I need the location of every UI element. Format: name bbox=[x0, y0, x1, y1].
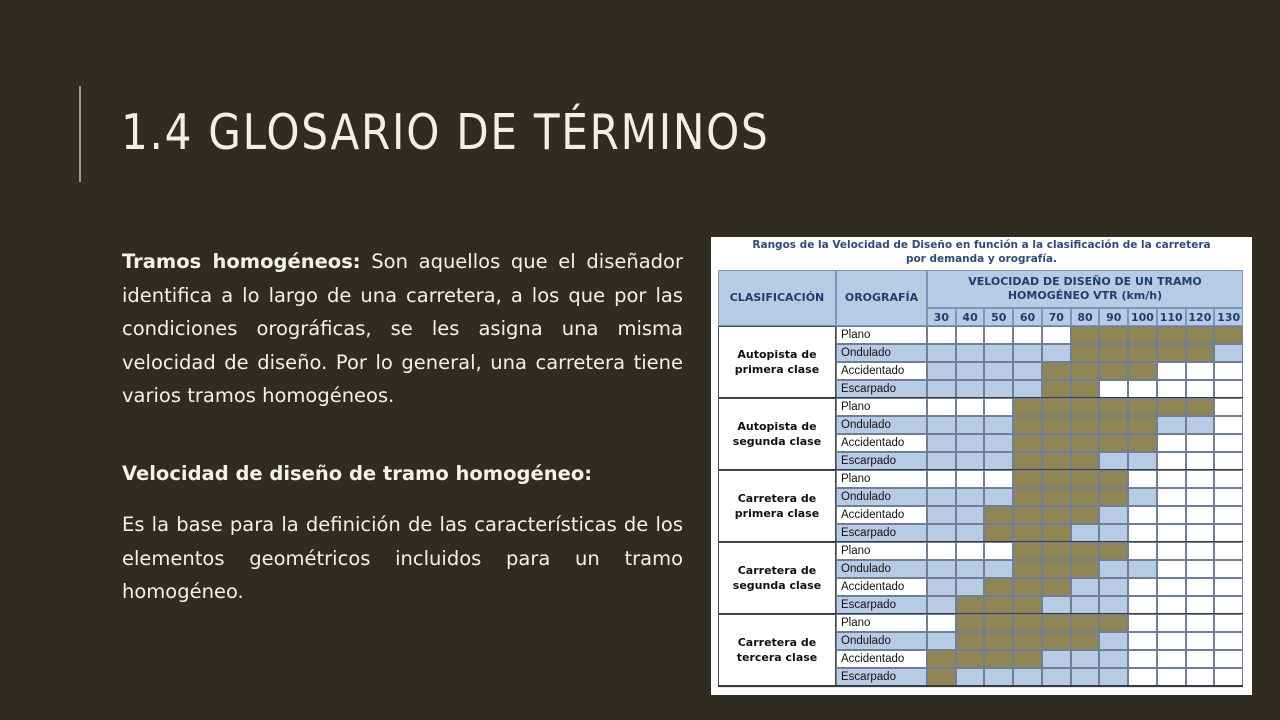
speed-cell bbox=[1042, 344, 1071, 362]
speed-header-120: 120 bbox=[1186, 308, 1215, 326]
speed-cell bbox=[1042, 362, 1071, 380]
speed-cell bbox=[956, 398, 985, 416]
speed-cell bbox=[1214, 434, 1243, 452]
speed-cell bbox=[984, 542, 1013, 560]
speed-cell bbox=[1071, 650, 1100, 668]
speed-cell bbox=[984, 668, 1013, 686]
orography-cell: Plano bbox=[836, 326, 927, 344]
speed-cell bbox=[1099, 632, 1128, 650]
speed-cell bbox=[1157, 596, 1186, 614]
speed-cell bbox=[1099, 614, 1128, 632]
speed-cell bbox=[1099, 344, 1128, 362]
classification-label: Carretera de tercera clase bbox=[736, 636, 818, 664]
speed-cell bbox=[1042, 398, 1071, 416]
speed-cell bbox=[1128, 416, 1157, 434]
speed-cell bbox=[927, 614, 956, 632]
figure-caption-line2: por demanda y orografía. bbox=[905, 253, 1058, 265]
speed-cell bbox=[1214, 398, 1243, 416]
classification-cell bbox=[718, 398, 836, 470]
speed-cell bbox=[1128, 632, 1157, 650]
speed-header-90: 90 bbox=[1099, 308, 1128, 326]
speed-cell bbox=[956, 542, 985, 560]
speed-cell bbox=[1128, 326, 1157, 344]
speed-cell bbox=[1157, 632, 1186, 650]
orography-cell: Accidentado bbox=[836, 578, 927, 596]
speed-cell bbox=[1128, 434, 1157, 452]
group-separator bbox=[718, 685, 1243, 687]
speed-cell bbox=[1013, 560, 1042, 578]
speed-cell bbox=[927, 452, 956, 470]
speed-cell bbox=[1214, 668, 1243, 686]
classification-label: Carretera de primera clase bbox=[734, 492, 820, 520]
orography-cell: Accidentado bbox=[836, 434, 927, 452]
speed-cell bbox=[1128, 470, 1157, 488]
speed-cell bbox=[927, 632, 956, 650]
speed-header-60: 60 bbox=[1013, 308, 1042, 326]
speed-cell bbox=[927, 506, 956, 524]
speed-cell bbox=[1128, 614, 1157, 632]
orography-cell: Plano bbox=[836, 470, 927, 488]
orography-cell: Escarpado bbox=[836, 596, 927, 614]
speed-cell bbox=[1013, 434, 1042, 452]
speed-cell bbox=[927, 524, 956, 542]
orography-cell: Escarpado bbox=[836, 668, 927, 686]
speed-cell bbox=[1186, 560, 1215, 578]
speed-cell bbox=[1071, 452, 1100, 470]
speed-cell bbox=[927, 398, 956, 416]
speed-cell bbox=[1186, 380, 1215, 398]
orography-cell: Escarpado bbox=[836, 524, 927, 542]
speed-cell bbox=[1157, 470, 1186, 488]
speed-cell bbox=[1099, 596, 1128, 614]
speed-cell bbox=[1099, 326, 1128, 344]
speed-cell bbox=[984, 416, 1013, 434]
speed-cell bbox=[956, 434, 985, 452]
speed-cell bbox=[1186, 650, 1215, 668]
speed-cell bbox=[927, 326, 956, 344]
speed-header-80: 80 bbox=[1071, 308, 1100, 326]
speed-cell bbox=[1013, 416, 1042, 434]
speed-cell bbox=[1099, 542, 1128, 560]
speed-cell bbox=[984, 344, 1013, 362]
speed-cell bbox=[1128, 524, 1157, 542]
speed-cell bbox=[1071, 488, 1100, 506]
header-velocidad-line2: HOMOGÉNEO VTR (km/h) bbox=[1007, 289, 1163, 302]
speed-cell bbox=[1099, 362, 1128, 380]
speed-cell bbox=[1128, 398, 1157, 416]
figure-caption-line1: Rangos de la Velocidad de Diseño en función a la clasificación de la carretera bbox=[752, 239, 1211, 251]
figure-caption bbox=[711, 237, 1252, 269]
orography-cell: Ondulado bbox=[836, 632, 927, 650]
speed-cell bbox=[1128, 596, 1157, 614]
speed-cell bbox=[927, 434, 956, 452]
speed-cell bbox=[1071, 416, 1100, 434]
classification-label: Carretera de segunda clase bbox=[732, 564, 822, 592]
speed-cell bbox=[1128, 380, 1157, 398]
speed-cell bbox=[1157, 434, 1186, 452]
classification-cell bbox=[718, 470, 836, 542]
speed-cell bbox=[1013, 452, 1042, 470]
speed-cell bbox=[927, 542, 956, 560]
speed-cell bbox=[1071, 542, 1100, 560]
speed-cell bbox=[1157, 362, 1186, 380]
speed-cell bbox=[1099, 524, 1128, 542]
classification-cell bbox=[718, 326, 836, 398]
speed-cell bbox=[1013, 362, 1042, 380]
orography-cell: Ondulado bbox=[836, 344, 927, 362]
speed-cell bbox=[956, 506, 985, 524]
speed-cell bbox=[984, 614, 1013, 632]
speed-cell bbox=[1157, 668, 1186, 686]
speed-cell bbox=[1042, 416, 1071, 434]
classification-label: Autopista de primera clase bbox=[734, 348, 820, 376]
speed-cell bbox=[956, 488, 985, 506]
speed-cell bbox=[1099, 416, 1128, 434]
speed-range-table bbox=[718, 270, 1243, 688]
speed-cell bbox=[1186, 542, 1215, 560]
speed-cell bbox=[1128, 488, 1157, 506]
speed-cell bbox=[956, 614, 985, 632]
speed-cell bbox=[1157, 614, 1186, 632]
speed-cell bbox=[1186, 362, 1215, 380]
classification-cell bbox=[718, 542, 836, 614]
speed-cell bbox=[1071, 560, 1100, 578]
speed-cell bbox=[1186, 452, 1215, 470]
title-accent-line bbox=[79, 86, 81, 182]
orography-cell: Accidentado bbox=[836, 362, 927, 380]
orography-cell: Plano bbox=[836, 398, 927, 416]
speed-cell bbox=[984, 632, 1013, 650]
speed-cell bbox=[1071, 578, 1100, 596]
speed-cell bbox=[1157, 398, 1186, 416]
classification-label: Autopista de segunda clase bbox=[732, 420, 822, 448]
speed-cell bbox=[1013, 650, 1042, 668]
speed-cell bbox=[1071, 326, 1100, 344]
speed-cell bbox=[1013, 542, 1042, 560]
speed-cell bbox=[1042, 578, 1071, 596]
speed-cell bbox=[984, 506, 1013, 524]
speed-cell bbox=[1071, 380, 1100, 398]
speed-cell bbox=[984, 362, 1013, 380]
speed-cell bbox=[1214, 344, 1243, 362]
speed-cell bbox=[1186, 668, 1215, 686]
speed-cell bbox=[1042, 380, 1071, 398]
header-velocidad-line1: VELOCIDAD DE DISEÑO DE UN TRAMO bbox=[968, 275, 1202, 288]
orography-cell: Accidentado bbox=[836, 650, 927, 668]
speed-cell bbox=[1071, 344, 1100, 362]
speed-cell bbox=[984, 524, 1013, 542]
speed-cell bbox=[1186, 488, 1215, 506]
speed-cell bbox=[956, 524, 985, 542]
speed-cell bbox=[1157, 560, 1186, 578]
speed-cell bbox=[1042, 668, 1071, 686]
speed-cell bbox=[956, 326, 985, 344]
orography-cell: Plano bbox=[836, 614, 927, 632]
speed-cell bbox=[1214, 506, 1243, 524]
slide-title: 1.4 GLOSARIO DE TÉRMINOS bbox=[121, 104, 770, 161]
speed-cell bbox=[1214, 380, 1243, 398]
speed-cell bbox=[1157, 542, 1186, 560]
speed-cell bbox=[984, 488, 1013, 506]
speed-cell bbox=[984, 560, 1013, 578]
speed-header-70: 70 bbox=[1042, 308, 1071, 326]
speed-cell bbox=[984, 650, 1013, 668]
speed-cell bbox=[1157, 380, 1186, 398]
speed-cell bbox=[1013, 488, 1042, 506]
speed-cell bbox=[1157, 416, 1186, 434]
speed-cell bbox=[927, 668, 956, 686]
speed-cell bbox=[1099, 560, 1128, 578]
speed-cell bbox=[956, 470, 985, 488]
orography-cell: Ondulado bbox=[836, 560, 927, 578]
speed-cell bbox=[956, 596, 985, 614]
speed-cell bbox=[1186, 416, 1215, 434]
speed-cell bbox=[984, 452, 1013, 470]
speed-cell bbox=[927, 596, 956, 614]
orography-cell: Accidentado bbox=[836, 506, 927, 524]
speed-cell bbox=[956, 560, 985, 578]
speed-cell bbox=[1128, 578, 1157, 596]
speed-cell bbox=[1214, 524, 1243, 542]
orography-cell: Escarpado bbox=[836, 380, 927, 398]
speed-header-110: 110 bbox=[1157, 308, 1186, 326]
speed-cell bbox=[1099, 650, 1128, 668]
speed-cell bbox=[1099, 578, 1128, 596]
orography-cell: Ondulado bbox=[836, 488, 927, 506]
speed-cell bbox=[1214, 326, 1243, 344]
speed-cell bbox=[1042, 524, 1071, 542]
speed-cell bbox=[1042, 326, 1071, 344]
speed-cell bbox=[956, 632, 985, 650]
speed-cell bbox=[1042, 614, 1071, 632]
speed-cell bbox=[1128, 668, 1157, 686]
speed-cell bbox=[1013, 398, 1042, 416]
speed-cell bbox=[1042, 560, 1071, 578]
speed-cell bbox=[927, 416, 956, 434]
speed-cell bbox=[1099, 380, 1128, 398]
definition-velocidad-text: Es la base para la definición de las características de los elementos geométricos incluidos para un tramo homogéneo. bbox=[122, 513, 683, 603]
speed-cell bbox=[1157, 326, 1186, 344]
speed-cell bbox=[984, 380, 1013, 398]
speed-cell bbox=[1013, 470, 1042, 488]
speed-cell bbox=[1214, 488, 1243, 506]
speed-cell bbox=[1071, 614, 1100, 632]
speed-cell bbox=[984, 578, 1013, 596]
speed-cell bbox=[1186, 470, 1215, 488]
speed-cell bbox=[956, 650, 985, 668]
body-text bbox=[122, 245, 683, 609]
speed-cell bbox=[1214, 632, 1243, 650]
speed-cell bbox=[1186, 326, 1215, 344]
speed-cell bbox=[1013, 668, 1042, 686]
speed-cell bbox=[1186, 398, 1215, 416]
orography-cell: Ondulado bbox=[836, 416, 927, 434]
speed-cell bbox=[1042, 452, 1071, 470]
speed-cell bbox=[956, 668, 985, 686]
orography-cell: Escarpado bbox=[836, 452, 927, 470]
speed-cell bbox=[1186, 524, 1215, 542]
speed-header-100: 100 bbox=[1128, 308, 1157, 326]
speed-cell bbox=[1071, 632, 1100, 650]
speed-cell bbox=[1157, 344, 1186, 362]
speed-cell bbox=[1214, 452, 1243, 470]
speed-cell bbox=[984, 398, 1013, 416]
speed-cell bbox=[1099, 470, 1128, 488]
speed-cell bbox=[956, 344, 985, 362]
speed-header-50: 50 bbox=[984, 308, 1013, 326]
speed-cell bbox=[927, 650, 956, 668]
speed-cell bbox=[956, 362, 985, 380]
speed-cell bbox=[1157, 524, 1186, 542]
speed-cell bbox=[1042, 650, 1071, 668]
term-velocidad-diseno: Velocidad de diseño de tramo homogéneo: bbox=[122, 461, 593, 485]
speed-cell bbox=[1214, 650, 1243, 668]
speed-cell bbox=[984, 470, 1013, 488]
definition-tramos-text: Son aquellos que el diseñador identifica a lo largo de una carretera, a los que por las condiciones orográficas, se les asigna una misma velocidad de diseño. Por lo general, una carretera tiene varios tramos homogéneos. bbox=[122, 250, 683, 407]
speed-cell bbox=[956, 452, 985, 470]
speed-cell bbox=[927, 470, 956, 488]
speed-cell bbox=[1013, 596, 1042, 614]
speed-cell bbox=[1013, 506, 1042, 524]
orography-cell: Plano bbox=[836, 542, 927, 560]
speed-cell bbox=[1186, 578, 1215, 596]
speed-cell bbox=[1214, 416, 1243, 434]
speed-cell bbox=[984, 596, 1013, 614]
speed-cell bbox=[1157, 578, 1186, 596]
speed-cell bbox=[1042, 470, 1071, 488]
speed-cell bbox=[1071, 434, 1100, 452]
speed-cell bbox=[1157, 452, 1186, 470]
classification-cell bbox=[718, 614, 836, 686]
speed-cell bbox=[1013, 632, 1042, 650]
speed-cell bbox=[1042, 488, 1071, 506]
speed-cell bbox=[1128, 452, 1157, 470]
speed-cell bbox=[1013, 380, 1042, 398]
speed-cell bbox=[1214, 596, 1243, 614]
speed-cell bbox=[1128, 542, 1157, 560]
speed-cell bbox=[1071, 470, 1100, 488]
speed-cell bbox=[1071, 596, 1100, 614]
speed-cell bbox=[1186, 596, 1215, 614]
definition-tramos bbox=[122, 245, 683, 413]
header-orografia: OROGRAFÍA bbox=[836, 270, 927, 326]
speed-cell bbox=[1042, 506, 1071, 524]
speed-cell bbox=[1013, 578, 1042, 596]
speed-cell bbox=[1071, 668, 1100, 686]
speed-cell bbox=[1042, 632, 1071, 650]
speed-cell bbox=[927, 380, 956, 398]
speed-cell bbox=[1099, 452, 1128, 470]
speed-cell bbox=[1186, 632, 1215, 650]
speed-cell bbox=[1071, 362, 1100, 380]
speed-cell bbox=[1042, 542, 1071, 560]
speed-cell bbox=[1128, 560, 1157, 578]
speed-cell bbox=[1157, 650, 1186, 668]
speed-cell bbox=[1042, 596, 1071, 614]
speed-cell bbox=[1099, 506, 1128, 524]
speed-cell bbox=[956, 578, 985, 596]
speed-cell bbox=[927, 578, 956, 596]
speed-cell bbox=[1013, 326, 1042, 344]
speed-cell bbox=[927, 560, 956, 578]
speed-header-30: 30 bbox=[927, 308, 956, 326]
speed-cell bbox=[956, 380, 985, 398]
speed-cell bbox=[1128, 650, 1157, 668]
speed-cell bbox=[1214, 578, 1243, 596]
speed-cell bbox=[1214, 614, 1243, 632]
speed-cell bbox=[927, 344, 956, 362]
speed-cell bbox=[1128, 506, 1157, 524]
speed-cell bbox=[1099, 488, 1128, 506]
header-clasificacion: CLASIFICACIÓN bbox=[718, 270, 836, 326]
speed-cell bbox=[1013, 524, 1042, 542]
speed-cell bbox=[984, 434, 1013, 452]
speed-cell bbox=[1186, 614, 1215, 632]
speed-cell bbox=[1214, 542, 1243, 560]
header-velocidad bbox=[927, 270, 1243, 308]
speed-cell bbox=[1099, 434, 1128, 452]
speed-cell bbox=[1214, 560, 1243, 578]
speed-cell bbox=[1013, 614, 1042, 632]
speed-cell bbox=[927, 362, 956, 380]
speed-cell bbox=[927, 488, 956, 506]
speed-cell bbox=[1128, 362, 1157, 380]
speed-cell bbox=[1186, 434, 1215, 452]
speed-cell bbox=[1157, 506, 1186, 524]
speed-cell bbox=[1071, 506, 1100, 524]
speed-cell bbox=[1186, 506, 1215, 524]
term-tramos-homogeneos: Tramos homogéneos: bbox=[122, 250, 361, 273]
speed-cell bbox=[1157, 488, 1186, 506]
speed-cell bbox=[1099, 398, 1128, 416]
speed-cell bbox=[1186, 344, 1215, 362]
speed-cell bbox=[1013, 344, 1042, 362]
speed-cell bbox=[1071, 524, 1100, 542]
speed-cell bbox=[1214, 470, 1243, 488]
speed-cell bbox=[1071, 398, 1100, 416]
speed-header-40: 40 bbox=[956, 308, 985, 326]
speed-cell bbox=[1042, 434, 1071, 452]
speed-cell bbox=[1099, 668, 1128, 686]
speed-cell bbox=[984, 326, 1013, 344]
speed-cell bbox=[956, 416, 985, 434]
speed-header-130: 130 bbox=[1214, 308, 1243, 326]
speed-cell bbox=[1128, 344, 1157, 362]
speed-cell bbox=[1214, 362, 1243, 380]
